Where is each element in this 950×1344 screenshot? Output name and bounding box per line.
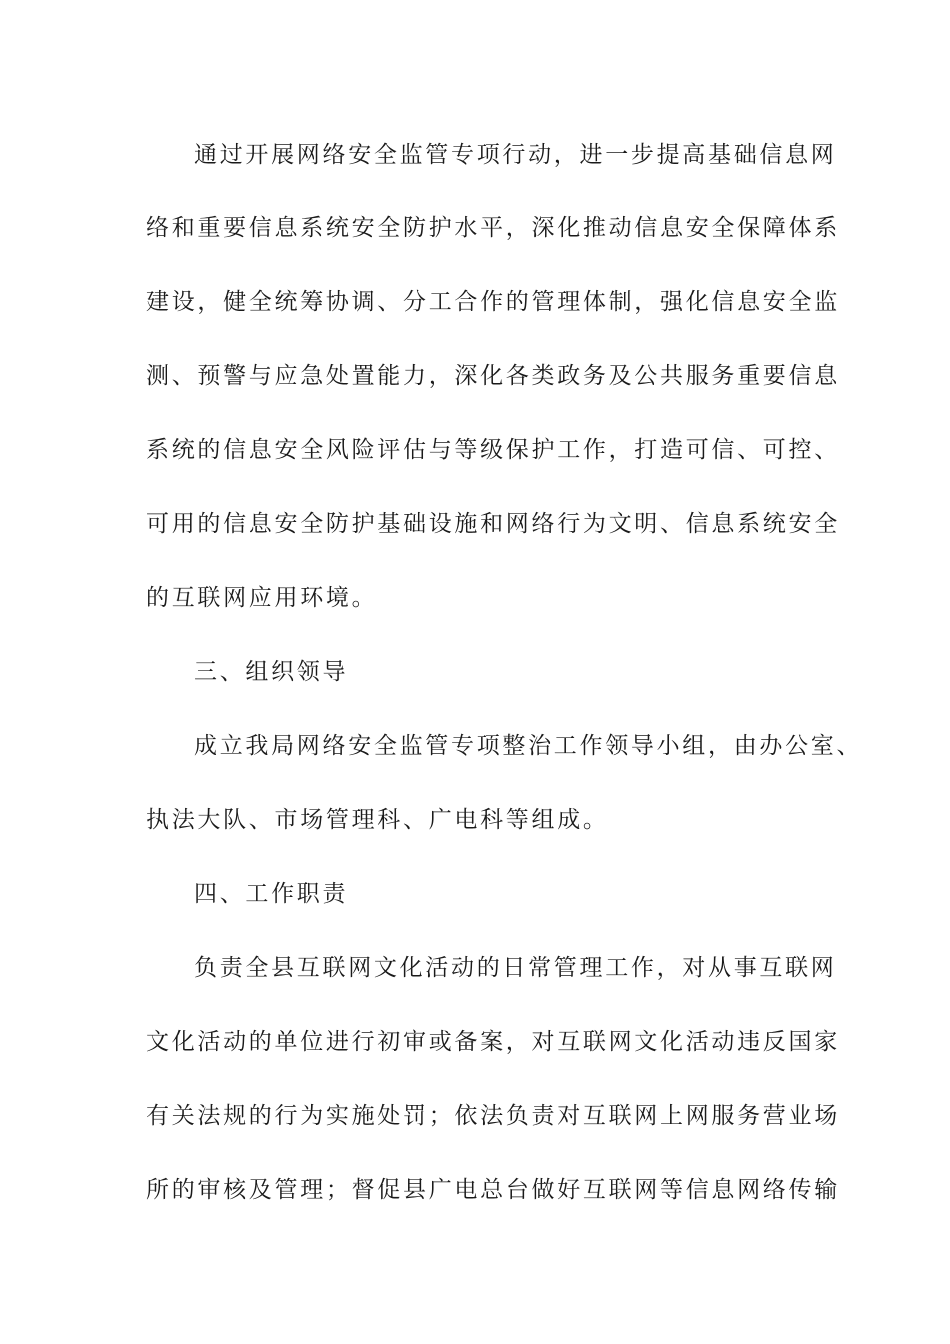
section-heading-duties: 四、工作职责: [194, 881, 349, 907]
paragraph-2-line-2: 执法大队、市场管理科、广电科等组成。: [146, 807, 609, 833]
paragraph-1-line-6: 可用的信息安全防护基础设施和网络行为文明、信息系统安全: [146, 511, 840, 537]
paragraph-3-line-2: 文化活动的单位进行初审或备案，对互联网文化活动违反国家: [146, 1029, 840, 1055]
paragraph-1-line-2: 络和重要信息系统安全防护水平，深化推动信息安全保障体系: [146, 215, 840, 241]
paragraph-3-line-3: 有关法规的行为实施处罚；依法负责对互联网上网服务营业场: [146, 1103, 840, 1129]
paragraph-1-line-4: 测、预警与应急处置能力，深化各类政务及公共服务重要信息: [146, 363, 840, 389]
paragraph-2-line-1: 成立我局网络安全监管专项整治工作领导小组，由办公室、: [194, 733, 863, 759]
paragraph-3-line-4: 所的审核及管理；督促县广电总台做好互联网等信息网络传输: [146, 1177, 840, 1203]
section-heading-organization: 三、组织领导: [194, 659, 349, 685]
paragraph-1-line-5: 系统的信息安全风险评估与等级保护工作，打造可信、可控、: [146, 437, 840, 463]
paragraph-3-line-1: 负责全县互联网文化活动的日常管理工作，对从事互联网: [194, 955, 837, 981]
paragraph-1-line-1: 通过开展网络安全监管专项行动，进一步提高基础信息网: [194, 142, 837, 168]
paragraph-1-line-3: 建设，健全统筹协调、分工合作的管理体制，强化信息安全监: [146, 289, 840, 315]
paragraph-1-line-7: 的互联网应用环境。: [146, 585, 378, 611]
